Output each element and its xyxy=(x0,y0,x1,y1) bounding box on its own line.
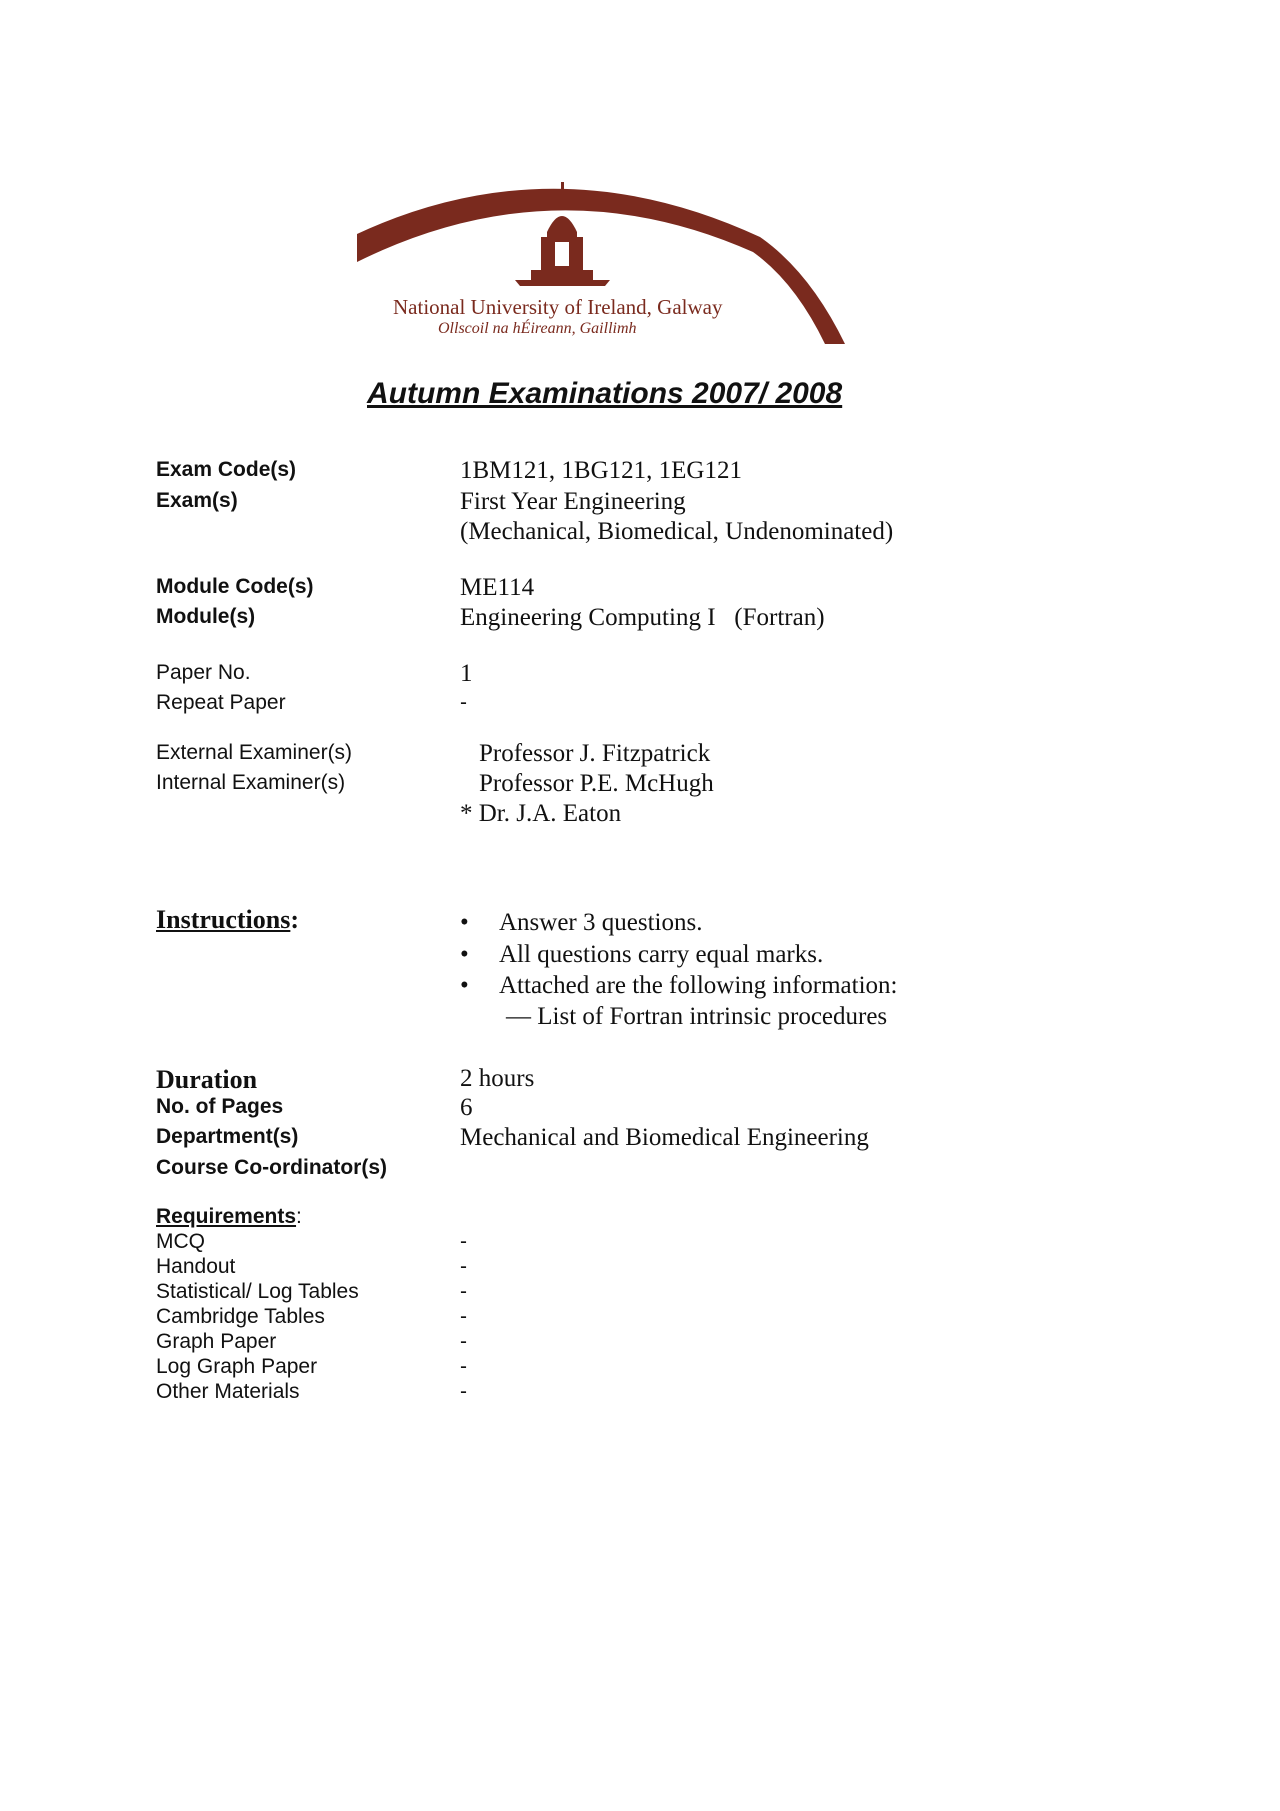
instruction-item: All questions carry equal marks. xyxy=(499,941,824,968)
examiner-name: Professor P.E. McHugh xyxy=(479,770,714,797)
requirement-value: - xyxy=(460,1380,467,1403)
requirement-label: Statistical/ Log Tables xyxy=(156,1280,359,1303)
requirement-label: Log Graph Paper xyxy=(156,1355,318,1378)
requirement-value: - xyxy=(460,1355,467,1378)
instruction-sub-item: — List of Fortran intrinsic procedures xyxy=(506,1003,888,1030)
page-title: Autumn Examinations 2007/ 2008 xyxy=(367,377,843,410)
requirements-heading xyxy=(156,1205,302,1229)
exam-name-value: First Year Engineering xyxy=(460,488,686,515)
repeat-paper-label: Repeat Paper xyxy=(156,691,286,714)
bullet-icon: • xyxy=(460,972,469,999)
instruction-item: Attached are the following information: xyxy=(499,972,898,999)
department-label: Department(s) xyxy=(156,1125,299,1148)
requirement-value: - xyxy=(460,1305,467,1328)
requirement-label: Other Materials xyxy=(156,1380,300,1403)
paper-no-value: 1 xyxy=(460,660,473,687)
bullet-icon: • xyxy=(460,909,469,936)
requirement-value: - xyxy=(460,1280,467,1303)
examiner-name: * Dr. J.A. Eaton xyxy=(460,800,622,827)
repeat-paper-value: - xyxy=(460,691,467,714)
logo-name-irish: Ollscoil na hÉireann, Gaillimh xyxy=(438,320,637,337)
department-value: Mechanical and Biomedical Engineering xyxy=(460,1124,869,1151)
exam-name-label: Exam(s) xyxy=(156,489,238,512)
module-name-label: Module(s) xyxy=(156,605,256,628)
external-examiner-label: External Examiner(s) xyxy=(156,741,353,764)
instructions-label: Instructions xyxy=(156,905,291,934)
pages-label: No. of Pages xyxy=(156,1095,284,1118)
module-name-value: Engineering Computing I (Fortran) xyxy=(460,604,825,631)
instructions-heading xyxy=(156,905,299,935)
exam-name-value-2: (Mechanical, Biomedical, Undenominated) xyxy=(460,518,894,545)
duration-value: 2 hours xyxy=(460,1065,535,1092)
requirement-value: - xyxy=(460,1230,467,1253)
course-coordinator-label: Course Co-ordinator(s) xyxy=(156,1156,387,1179)
examiner-name: Professor J. Fitzpatrick xyxy=(479,740,711,767)
exam-code-value: 1BM121, 1BG121, 1EG121 xyxy=(460,457,742,484)
pages-value: 6 xyxy=(460,1094,473,1121)
requirements-label: Requirements xyxy=(156,1205,297,1228)
instructions-colon: : xyxy=(290,905,300,934)
requirement-label: Cambridge Tables xyxy=(156,1305,325,1328)
instruction-item: Answer 3 questions. xyxy=(499,909,703,936)
paper-no-label: Paper No. xyxy=(156,661,251,684)
requirements-colon: : xyxy=(296,1205,302,1228)
requirement-label: Handout xyxy=(156,1255,236,1278)
requirement-label: Graph Paper xyxy=(156,1330,277,1353)
requirement-value: - xyxy=(460,1330,467,1353)
internal-examiner-label: Internal Examiner(s) xyxy=(156,771,346,794)
requirement-value: - xyxy=(460,1255,467,1278)
requirement-label: MCQ xyxy=(156,1230,205,1253)
bullet-icon: • xyxy=(460,941,469,968)
exam-code-label: Exam Code(s) xyxy=(156,458,297,481)
university-logo xyxy=(355,182,850,344)
duration-label: Duration xyxy=(156,1065,258,1094)
module-code-value: ME114 xyxy=(460,574,535,601)
logo-name-english: National University of Ireland, Galway xyxy=(393,295,723,319)
module-code-label: Module Code(s) xyxy=(156,575,314,598)
